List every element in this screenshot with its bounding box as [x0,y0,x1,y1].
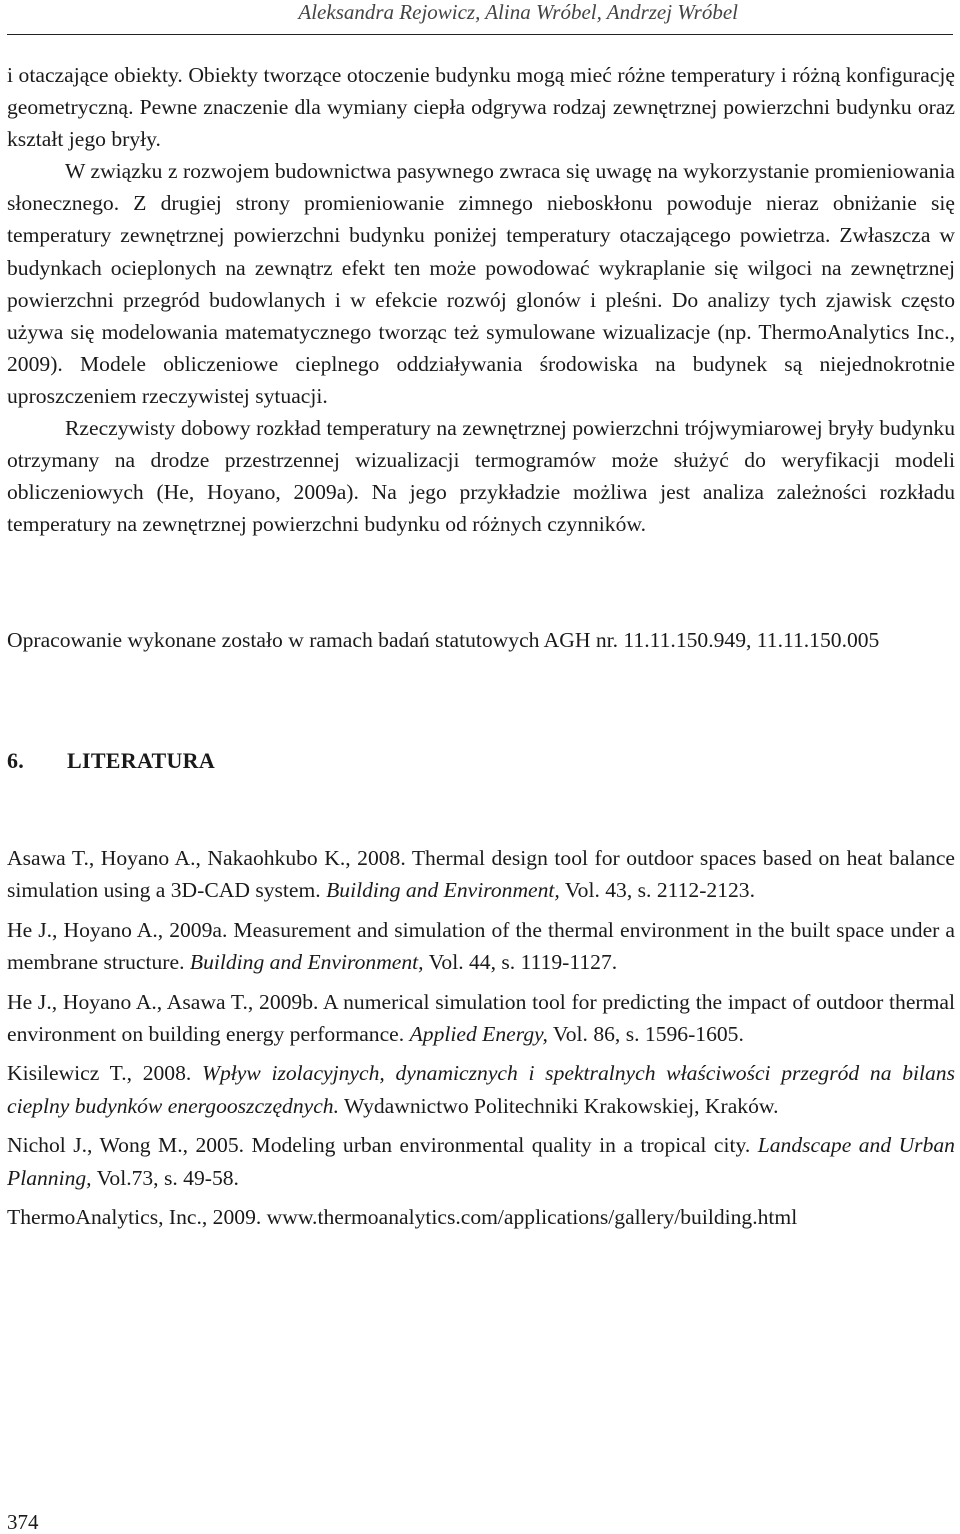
paragraph-3: Rzeczywisty dobowy rozkład temperatury na zewnętrznej powierzchni trójwymiarowej bryły budynku otrzymany na drodze przestrzennej wizualizacji termogramów może służyć do weryfikacji modeli obliczeniowych (He, Hoyano, 2009a). Na jego przykładzie możliwa jest analiza zależności rozkładu temperatury na zewnętrznej powierzchni budynku od różnych czynników. [7,416,955,537]
body-text [7,59,955,540]
acknowledgement: Opracowanie wykonane zostało w ramach badań statutowych AGH nr. 11.11.150.949, 11.11.150.005 [7,628,880,652]
reference-item [7,986,955,1051]
reference-item [7,1129,955,1194]
section-title: LITERATURA [67,748,216,773]
paragraph-2: W związku z rozwojem budownictwa pasywnego zwraca się uwagę na wykorzystanie promieniowania słonecznego. Z drugiej strony promieniowanie zimnego nieboskłonu powoduje nieraz obniżanie się temperatury zewnętrznej powierzchni budynku poniżej temperatury otaczającego powietrza. Zwłaszcza w budynkach ocieplonych na zewnątrz efekt ten może powodować wykraplanie się wilgoci na zewnętrznej powierzchni przegród budowlanych i w efekcie rozwój glonów i pleśni. Do analizy tych zjawisk często używa się modelowania matematycznego tworząc też symulowane wizualizacje (np. ThermoAnalytics Inc., 2009). Modele obliczeniowe cieplnego oddziaływania środowiska na budynek są niejednokrotnie uproszczeniem rzeczywistej sytuacji. [7,159,955,408]
reference-tail: Vol. 43, s. 2112-2123. [559,878,755,903]
reference-lead: Nichol J., Wong M., 2005. Modeling urban environmental quality in a tropical city. [7,1133,758,1158]
reference-lead: He J., Hoyano A., Asawa T., 2009b. A numerical simulation tool for predicting the impact of outdoor thermal environment on building energy performance. [7,989,955,1047]
reference-lead: He J., Hoyano A., 2009a. Measurement and simulation of the thermal environment in the built space under a membrane structure. [7,917,955,975]
reference-tail: Vol.73, s. 49-58. [91,1165,239,1190]
reference-journal: Building and Environment, [189,950,424,975]
reference-journal: Applied Energy, [409,1022,548,1047]
reference-list [7,842,955,1240]
reference-item [7,842,955,907]
reference-tail: Vol. 86, s. 1596-1605. [547,1022,744,1047]
reference-title: Wpływ izolacyjnych, dynamicznych i spektralnych właściwości przegród na bilans cieplny budynków energooszczędnych. [7,1061,955,1118]
reference-item [7,1057,955,1122]
reference-tail: Vol. 44, s. 1119-1127. [423,950,618,975]
reference-journal: Landscape and Urban Planning, [7,1133,955,1190]
reference-item [7,1201,955,1233]
reference-lead: Asawa T., Hoyano A., Nakaohkubo K., 2008. Thermal design tool for outdoor spaces based on heat balance simulation using a 3D-CAD system. [7,846,955,903]
reference-journal: Building and Environment, [326,878,560,903]
page-number: 374 [7,1510,39,1534]
header-rule [7,34,953,35]
reference-item [7,914,955,979]
reference-tail: Wydawnictwo Politechniki Krakowskiej, Kraków. [339,1093,779,1118]
section-number: 6. [7,748,25,773]
paragraph-1: i otaczające obiekty. Obiekty tworzące otoczenie budynku mogą mieć różne temperatury i różną konfigurację geometryczną. Pewne znaczenie dla wymiany ciepła odgrywa rodzaj zewnętrznej powierzchni budynku oraz kształt jego bryły. [7,63,955,152]
reference-lead: Kisilewicz T., 2008. [7,1061,202,1086]
reference-lead: ThermoAnalytics, Inc., 2009. www.thermoanalytics.com/applications/gallery/building.html [7,1205,798,1230]
section-heading [7,748,215,774]
running-head: Aleksandra Rejowicz, Alina Wróbel, Andrzej Wróbel [298,0,738,24]
